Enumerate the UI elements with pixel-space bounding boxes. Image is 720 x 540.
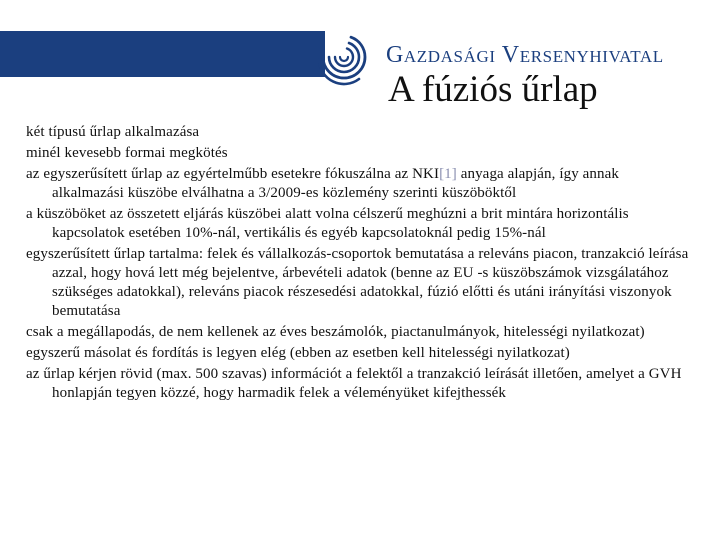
- list-item: egyszerűsített űrlap tartalma: felek és vállalkozás-csoportok bemutatása a releváns piacon, tranzakció leírása azzal, hogy hová lett még bejelentve, árbevételi adatok (benne az EU -s küszöbszámok vizsgálatához szükséges adatokkal), releváns piacok részesedési adatokkal, fúzió előtti és utáni irányítási viszonyok bemutatása: [26, 246, 689, 319]
- spiral-logo-icon: [318, 17, 370, 97]
- header-bar: [0, 31, 325, 77]
- list-item: minél kevesebb formai megkötés: [26, 145, 228, 161]
- list-item: egyszerű másolat és fordítás is legyen elég (ebben az esetben kell hitelességi nyilatkozat): [26, 345, 570, 361]
- bullet-list: [26, 123, 694, 405]
- list-item: a küszöböket az összetett eljárás küszöbei alatt volna célszerű meghúzni a brit mintára horizontális kapcsolatok esetében 10%-nál, vertikális és egyéb kapcsolatoknál pedig 15%-nál: [26, 206, 629, 241]
- list-item: az egyszerűsített űrlap az egyértelműbb esetekre fókuszálna az NKI[1] anyaga alapján, így annak alkalmazási küszöbe elválhatna a 3/2009-es közlemény szerinti küszöböktől: [26, 166, 619, 201]
- page-title: A fúziós űrlap: [388, 69, 598, 110]
- list-item: az űrlap kérjen rövid (max. 500 szavas) információt a felektől a tranzakció leírását illetően, amelyet a GVH honlapján tegyen közzé, hogy harmadik felek a véleményüket kifejthessék: [26, 366, 682, 401]
- list-item: csak a megállapodás, de nem kellenek az éves beszámolók, piactanulmányok, hitelességi nyilatkozat): [26, 324, 645, 340]
- org-name: Gazdasági Versenyhivatal: [386, 42, 664, 68]
- footnote-link[interactable]: [1]: [439, 166, 457, 182]
- list-item: két típusú űrlap alkalmazása: [26, 124, 200, 140]
